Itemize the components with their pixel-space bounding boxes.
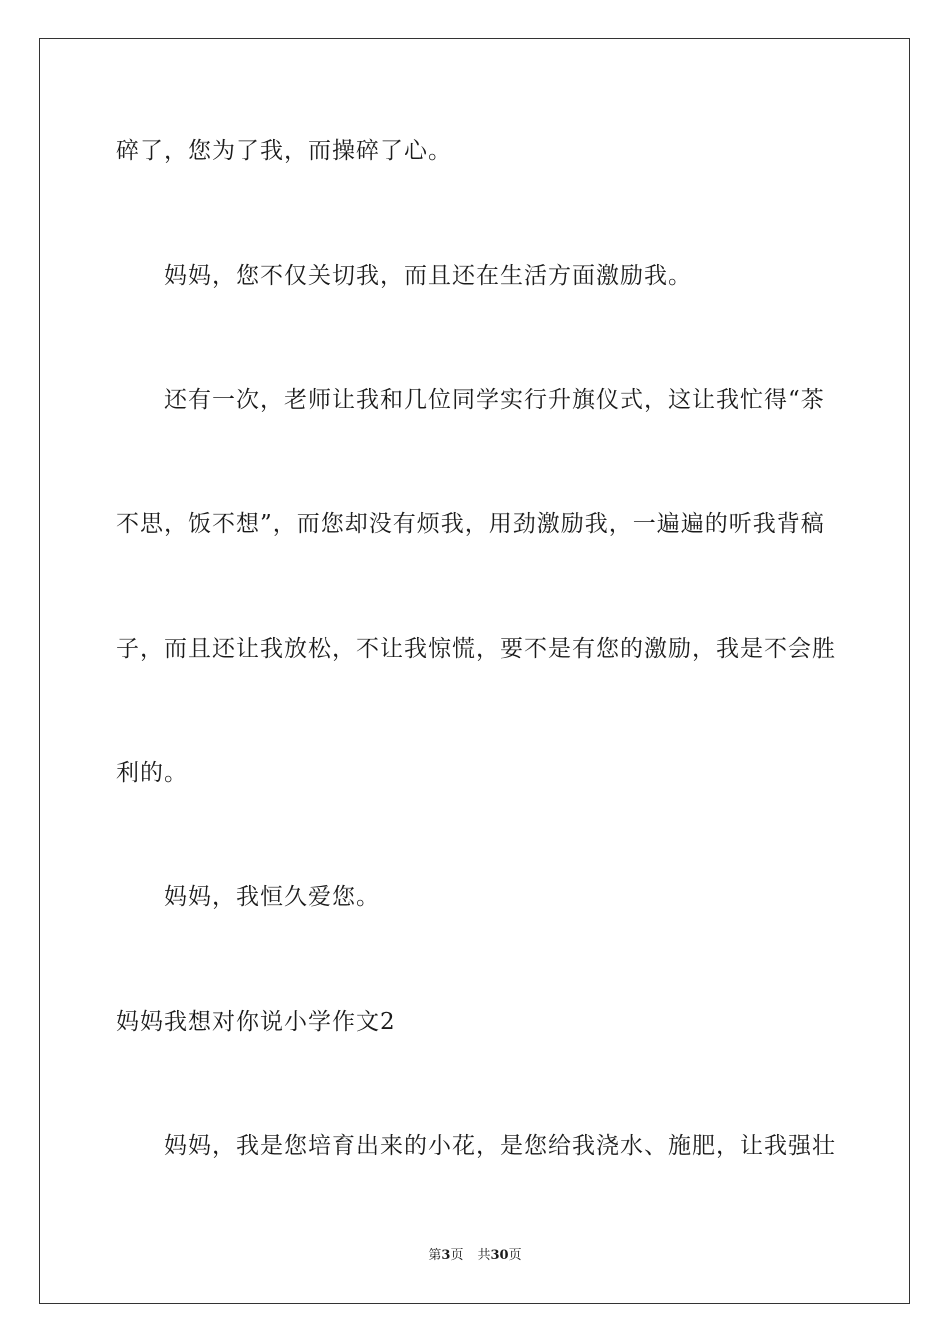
text-line-4: 不思，饭不想”，而您却没有烦我，用劲激励我，一遍遍的听我背稿 bbox=[116, 511, 825, 537]
page-footer bbox=[0, 1247, 950, 1265]
paragraph-line-3: 还有一次，老师让我和几位同学实行升旗仪式，这让我忙得“茶 bbox=[164, 387, 825, 413]
page-prefix: 第 bbox=[428, 1248, 442, 1263]
section-heading: 妈妈我想对你说小学作文2 bbox=[116, 1009, 396, 1035]
page-border bbox=[39, 38, 910, 1304]
total-suffix: 页 bbox=[508, 1248, 522, 1263]
text-line-5: 子，而且还让我放松，不让我惊慌，要不是有您的激励，我是不会胜 bbox=[116, 636, 836, 662]
page-suffix: 页 bbox=[450, 1248, 464, 1263]
page-number: 3 bbox=[441, 1248, 451, 1263]
total-pages: 30 bbox=[490, 1248, 509, 1263]
paragraph-line-9: 妈妈，我是您培育出来的小花，是您给我浇水、施肥，让我强壮 bbox=[164, 1133, 836, 1159]
paragraph-line-7: 妈妈，我恒久爱您。 bbox=[164, 884, 380, 910]
text-line-6: 利的。 bbox=[116, 760, 188, 786]
text-line-1: 碎了，您为了我，而操碎了心。 bbox=[116, 138, 452, 164]
paragraph-line-2: 妈妈，您不仅关切我，而且还在生活方面激励我。 bbox=[164, 263, 692, 289]
total-prefix: 共 bbox=[477, 1248, 491, 1263]
